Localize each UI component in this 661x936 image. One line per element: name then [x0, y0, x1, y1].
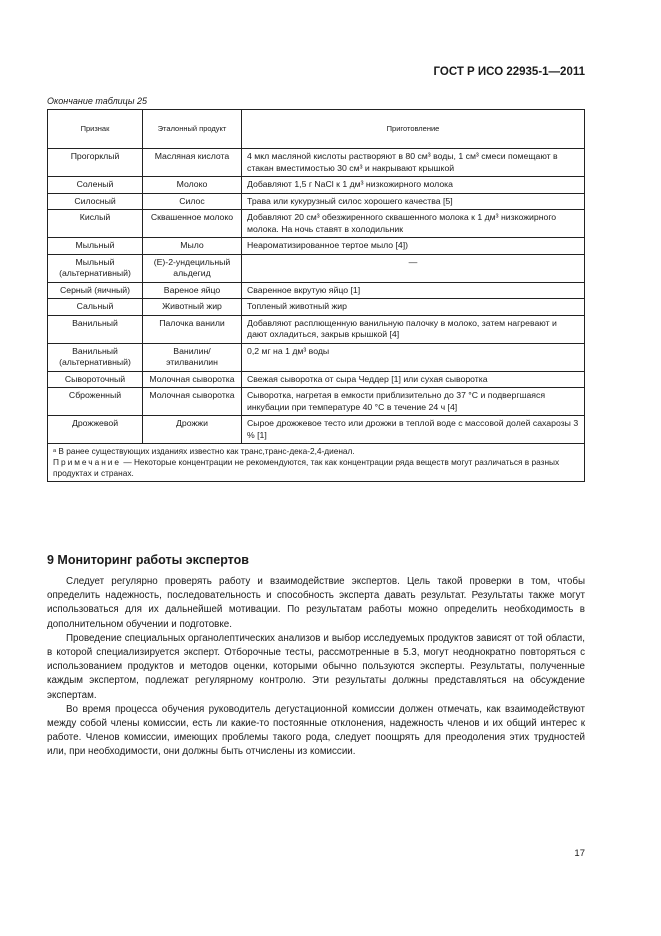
- cell-reference: Силос: [143, 193, 242, 210]
- cell-preparation: 0,2 мг на 1 дм³ воды: [242, 343, 585, 371]
- cell-reference: Дрожжи: [143, 416, 242, 444]
- cell-sign: Мыльный: [48, 238, 143, 255]
- document-id: ГОСТ Р ИСО 22935-1—2011: [433, 66, 585, 78]
- cell-preparation: Топленый животный жир: [242, 299, 585, 316]
- cell-sign: Прогорклый: [48, 149, 143, 177]
- note-text: — Некоторые концентрации не рекомендуются, так как концентрации ряда веществ могут различаться в разных продуктах и странах.: [53, 457, 560, 478]
- cell-preparation: Добавляют 1,5 г NaCl к 1 дм³ низкожирного молока: [242, 177, 585, 194]
- cell-reference: Вареное яйцо: [143, 282, 242, 299]
- cell-reference: Палочка ванили: [143, 315, 242, 343]
- cell-reference: Ванилин/ этилванилин: [143, 343, 242, 371]
- section-body: [47, 575, 585, 760]
- cell-preparation: Сырое дрожжевое тесто или дрожжи в теплой воде с массовой долей сахарозы 3 % [1]: [242, 416, 585, 444]
- cell-reference: Масляная кислота: [143, 149, 242, 177]
- cell-sign: Ванильный: [48, 315, 143, 343]
- table-row: [48, 343, 585, 371]
- column-header-reference: Эталонный продукт: [143, 110, 242, 149]
- cell-reference: Сквашенное молоко: [143, 210, 242, 238]
- cell-sign: Соленый: [48, 177, 143, 194]
- table-row: [48, 371, 585, 388]
- table-row: [48, 238, 585, 255]
- reference-products-table: [47, 109, 585, 482]
- cell-sign: Дрожжевой: [48, 416, 143, 444]
- cell-sign: Мыльный (альтернативный): [48, 254, 143, 282]
- section-title: 9 Мониторинг работы экспертов: [47, 553, 249, 567]
- cell-reference: (E)-2-ундецильный альдегид: [143, 254, 242, 282]
- table-row: [48, 210, 585, 238]
- table-caption: Окончание таблицы 25: [47, 96, 147, 106]
- table-notes: [48, 444, 585, 482]
- cell-reference: Мыло: [143, 238, 242, 255]
- cell-sign: Сывороточный: [48, 371, 143, 388]
- cell-sign: Серный (яичный): [48, 282, 143, 299]
- cell-preparation: —: [242, 254, 585, 282]
- table-row: [48, 149, 585, 177]
- page-number: 17: [574, 848, 585, 859]
- table-notes-row: [48, 444, 585, 482]
- cell-preparation: Неароматизированное тертое мыло [4]): [242, 238, 585, 255]
- cell-sign: Сальный: [48, 299, 143, 316]
- table-row: [48, 388, 585, 416]
- table-row: [48, 254, 585, 282]
- paragraph: Проведение специальных органолептических анализов и выбор исследуемых продуктов зависят от той области, в которой специализируется эксперт. Отборочные тесты, рассмотренные в 5.3, могут неоднократно повторяться с использованием продуктов и методов оценки, которыми обычно пользуются эксперты. Результаты, полученные каждым экспертом, подлежат регулярному контролю. Эти результаты должны представляться на обсуждение экспертам.: [47, 632, 585, 701]
- note-label: Примечание: [53, 457, 122, 467]
- cell-reference: Животный жир: [143, 299, 242, 316]
- table-row: [48, 315, 585, 343]
- cell-sign: Кислый: [48, 210, 143, 238]
- cell-sign: Ванильный (альтернативный): [48, 343, 143, 371]
- cell-preparation: Трава или кукурузный силос хорошего качества [5]: [242, 193, 585, 210]
- footnote-a: ᵃ В ранее существующих изданиях известно как транс,транс-дека-2,4-диенал.: [53, 446, 355, 456]
- table-row: [48, 299, 585, 316]
- table-row: [48, 177, 585, 194]
- cell-sign: Силосный: [48, 193, 143, 210]
- cell-preparation: Добавляют 20 см³ обезжиренного сквашенного молока к 1 дм³ низкожирного молока. На ночь ставят в холодильник: [242, 210, 585, 238]
- cell-reference: Молочная сыворотка: [143, 388, 242, 416]
- cell-preparation: Сыворотка, нагретая в емкости приблизительно до 37 °С и подвергшаяся инкубации при температуре 40 °С в течение 24 ч [4]: [242, 388, 585, 416]
- table-row: [48, 282, 585, 299]
- table-row: [48, 416, 585, 444]
- table-row: [48, 193, 585, 210]
- table-note: [53, 457, 579, 479]
- column-header-preparation: Приготовление: [242, 110, 585, 149]
- cell-preparation: 4 мкл масляной кислоты растворяют в 80 см³ воды, 1 см³ смеси помещают в стакан вместимостью 30 см³ и накрывают крышкой: [242, 149, 585, 177]
- paragraph: Следует регулярно проверять работу и взаимодействие экспертов. Цель такой проверки в том, чтобы определить надежность, последовательность и способность эксперта давать результат. Результаты также могут использоваться для их дальнейшей мотивации. По результатам работы можно определить необходимость в дополнительном обучении и подготовке.: [47, 576, 585, 630]
- cell-preparation: Добавляют расплющенную ванильную палочку в молоко, затем нагревают и дают охладиться, закрыв крышкой [4]: [242, 315, 585, 343]
- table-header-row: [48, 110, 585, 149]
- cell-reference: Молочная сыворотка: [143, 371, 242, 388]
- cell-sign: Сброженный: [48, 388, 143, 416]
- cell-reference: Молоко: [143, 177, 242, 194]
- column-header-sign: Признак: [48, 110, 143, 149]
- paragraph: Во время процесса обучения руководитель дегустационной комиссии должен отмечать, как взаимодействуют между собой члены комиссии, есть ли какие-то постоянные отклонения, надежность членов и их общий интерес к работе. Членов комиссии, имеющих проблемы такого рода, следует поощрять для преодоления этих трудностей или, при необходимости, они должны быть отчислены из комиссии.: [47, 703, 585, 758]
- cell-preparation: Сваренное вкрутую яйцо [1]: [242, 282, 585, 299]
- cell-preparation: Свежая сыворотка от сыра Чеддер [1] или сухая сыворотка: [242, 371, 585, 388]
